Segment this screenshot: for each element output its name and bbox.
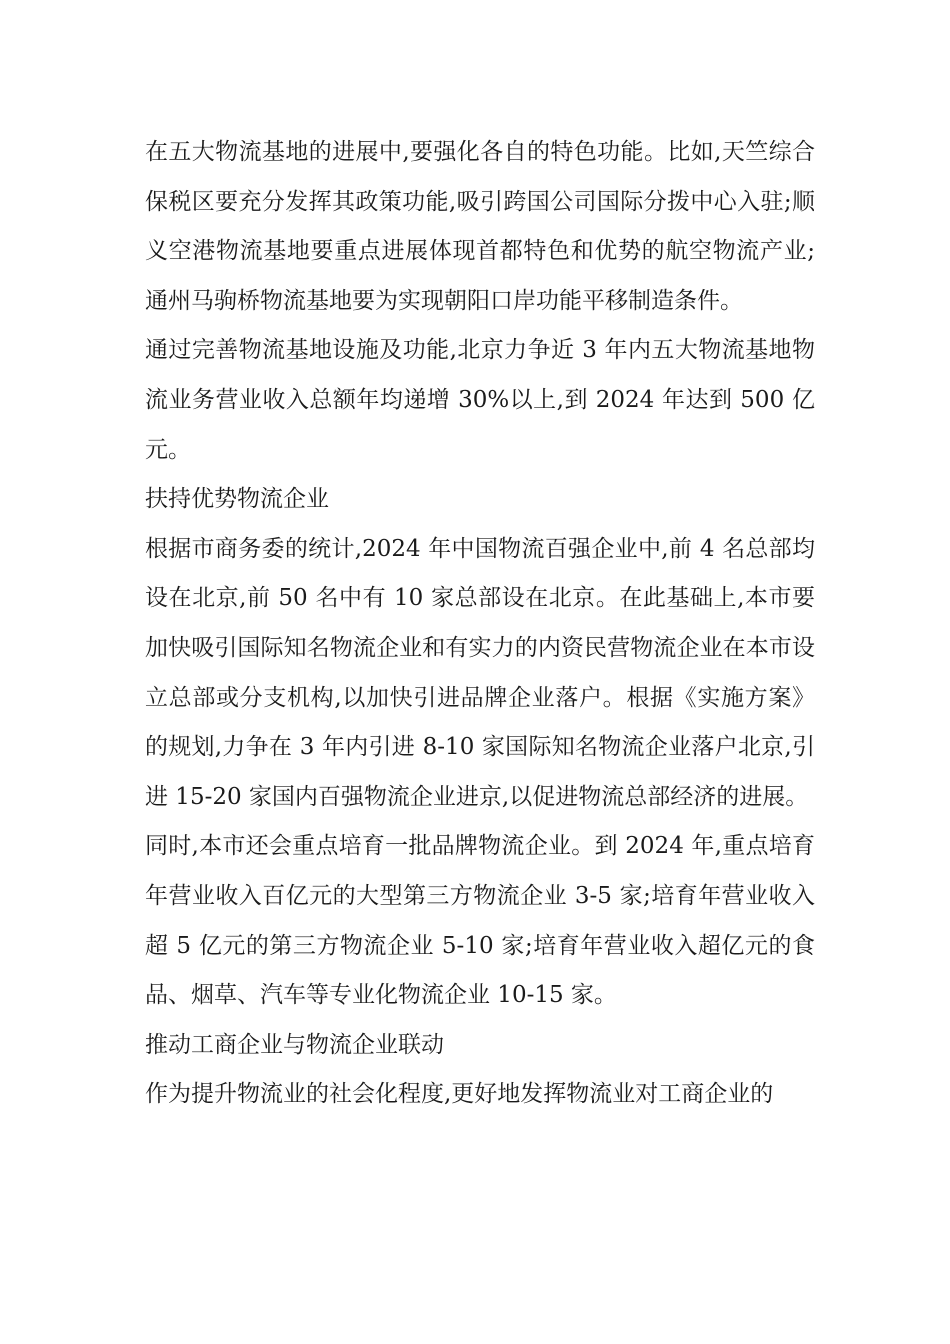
document-page (145, 128, 815, 1120)
section-heading-support-enterprises: 扶持优势物流企业 (145, 486, 329, 513)
paragraph-logistics-bases: 在五大物流基地的进展中,要强化各自的特色功能。比如,天竺综合保税区要充分发挥其政策功能,吸引跨国公司国际分拨中心入驻;顺义空港物流基地要重点进展体现首都特色和优势的航空物流产业;通州马驹桥物流基地要为实现朝阳口岸功能平移制造条件。 (145, 139, 815, 314)
paragraph-revenue-target: 通过完善物流基地设施及功能,北京力争近 3 年内五大物流基地物流业务营业收入总额年均递增 30%以上,到 2024 年达到 500 亿元。 (145, 337, 815, 463)
paragraph-headquarters-stats: 根据市商务委的统计,2024 年中国物流百强企业中,前 4 名总部均设在北京,前 50 名中有 10 家总部设在北京。在此基础上,本市要加快吸引国际知名物流企业和有实力的内资民营物流企业在本市设立总部或分支机构,以加快引进品牌企业落户。根据《实施方案》的规划,力争在 3 年内引进 8-10 家国际知名物流企业落户北京,引进 15-20 家国内百强物流企业进京,以促进物流总部经济的进展。 (145, 535, 815, 810)
section-heading-enterprise-linkage: 推动工商企业与物流企业联动 (145, 1031, 444, 1058)
paragraph-socialization: 作为提升物流业的社会化程度,更好地发挥物流业对工商企业的 (145, 1081, 774, 1108)
paragraph-brand-enterprises: 同时,本市还会重点培育一批品牌物流企业。到 2024 年,重点培育年营业收入百亿元的大型第三方物流企业 3-5 家;培育年营业收入超 5 亿元的第三方物流企业 5-10 家;培育年营业收入超亿元的食品、烟草、汽车等专业化物流企业 10-15 家。 (145, 833, 815, 1009)
